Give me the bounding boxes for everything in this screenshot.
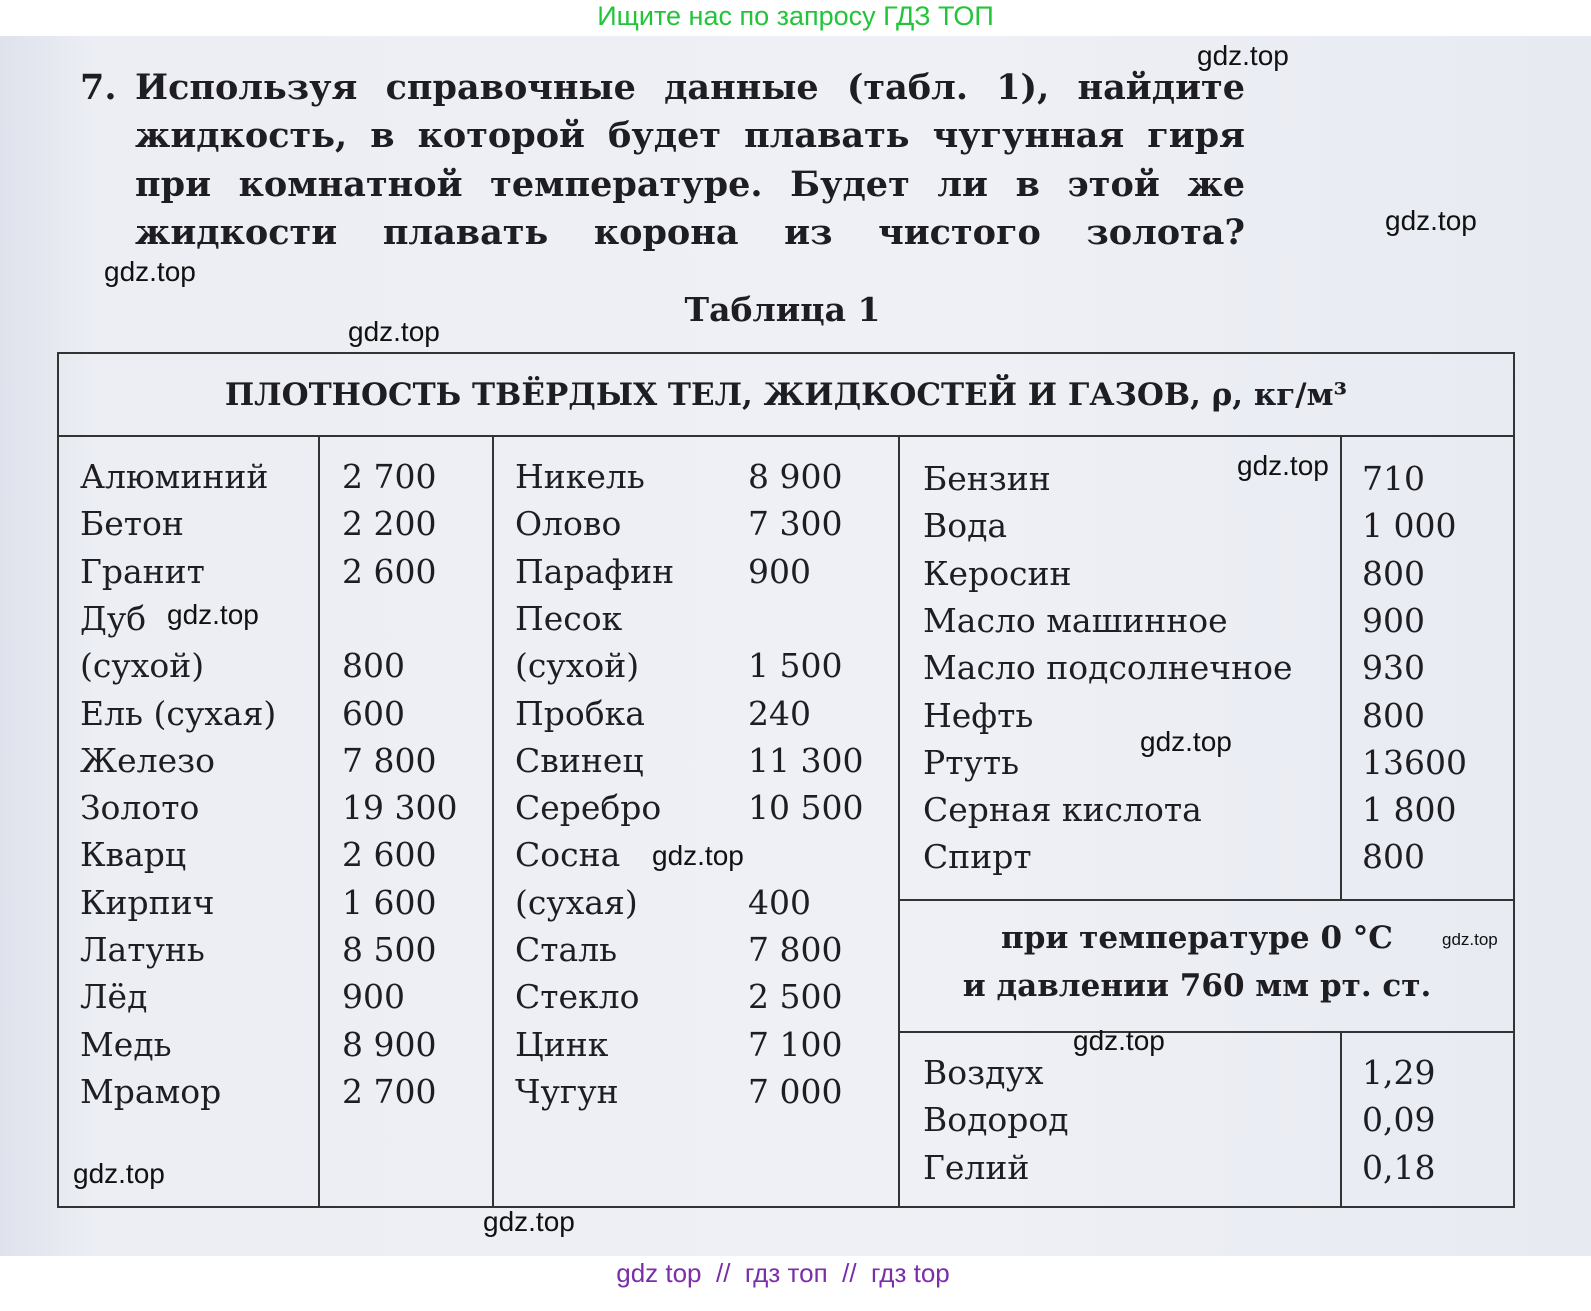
gas-density: 0,09 — [1362, 1100, 1436, 1140]
solid-density: 2 600 — [342, 835, 437, 875]
column-divider — [1340, 437, 1342, 900]
solid-name: Стекло — [515, 977, 640, 1017]
solid-name: Золото — [80, 788, 200, 828]
liquid-density: 930 — [1362, 648, 1425, 688]
solid-name: Ель (сухая) — [80, 693, 277, 733]
liquid-density: 800 — [1362, 553, 1425, 593]
table-header: ПЛОТНОСТЬ ТВЁРДЫХ ТЕЛ, ЖИДКОСТЕЙ И ГАЗОВ, ρ, кг/м³ — [59, 354, 1513, 437]
solid-density: 19 300 — [342, 788, 458, 828]
solid-density: 600 — [342, 693, 405, 733]
solid-density: 7 800 — [748, 930, 843, 969]
solid-name: Серебро — [515, 788, 662, 828]
solid-name: (сухая) — [515, 882, 638, 922]
question-line: Используя справочные данные (табл. 1), найдите — [135, 67, 1245, 108]
row-divider — [898, 899, 1515, 901]
liquid-name: Серная кислота — [923, 790, 1202, 830]
watermark: gdz.top — [483, 1206, 575, 1237]
solid-name: Лёд — [80, 977, 148, 1017]
liquid-name: Ртуть — [923, 742, 1020, 782]
column-divider — [1340, 1032, 1342, 1208]
column-divider — [492, 437, 494, 1208]
solid-density: 7 000 — [748, 1071, 843, 1111]
liquid-density: 800 — [1362, 837, 1425, 877]
solid-density: 2 700 — [342, 1071, 437, 1111]
solid-name: Дуб — [80, 598, 147, 638]
solid-density: 7 100 — [748, 1024, 843, 1064]
question-line: при комнатной температуре. Будет ли в этой же — [135, 164, 1245, 205]
solid-density: 400 — [748, 882, 811, 922]
column-divider — [898, 437, 900, 1208]
watermark: gdz.top — [1197, 40, 1289, 71]
solid-density: 8 900 — [748, 457, 843, 496]
question-line: жидкости плавать корона из чистого золота? — [135, 212, 1245, 253]
solid-name: Мрамор — [80, 1071, 222, 1111]
solid-density: 2 600 — [342, 551, 437, 591]
watermark: gdz.top — [104, 256, 196, 287]
conditions-line: при температуре 0 °С — [1001, 920, 1393, 956]
solid-density: 900 — [748, 551, 811, 591]
question-number: 7. — [80, 67, 117, 108]
gas-density: 0,18 — [1362, 1147, 1436, 1187]
solid-name: Железо — [80, 740, 215, 780]
solid-density: 7 300 — [748, 504, 843, 544]
solid-density: 8 900 — [342, 1024, 437, 1064]
watermark: gdz.top — [1237, 450, 1329, 481]
watermark: gdz.top — [1385, 205, 1477, 236]
watermark: gdz.top — [73, 1158, 165, 1189]
solid-name: Латунь — [80, 930, 205, 969]
solid-name: Песок — [515, 598, 623, 638]
solid-name: Алюминий — [80, 457, 269, 496]
solid-density: 1 600 — [342, 882, 437, 922]
watermark: gdz.top — [1073, 1025, 1165, 1056]
liquid-density: 13600 — [1362, 742, 1467, 782]
table-title: Таблица 1 — [684, 290, 881, 329]
gas-name: Воздух — [923, 1053, 1044, 1092]
solid-name: (сухой) — [80, 646, 205, 686]
solid-density: 2 700 — [342, 457, 437, 496]
solid-density: 2 200 — [342, 504, 437, 544]
search-banner: Ищите нас по запросу ГДЗ ТОП — [597, 1, 994, 31]
liquid-name: Вода — [923, 506, 1008, 546]
conditions-line: и давлении 760 мм рт. ст. — [962, 968, 1432, 1004]
solid-density: 1 500 — [748, 646, 843, 686]
gas-density: 1,29 — [1362, 1053, 1436, 1092]
solid-name: Свинец — [515, 740, 644, 780]
gas-name: Гелий — [923, 1147, 1030, 1187]
solid-name: Олово — [515, 504, 622, 544]
liquid-name: Керосин — [923, 553, 1072, 593]
solid-name: Пробка — [515, 693, 645, 733]
solid-name: Цинк — [515, 1024, 609, 1064]
watermark: gdz.top — [652, 840, 744, 871]
solid-name: Сталь — [515, 930, 618, 969]
solid-density: 240 — [748, 693, 811, 733]
watermark: gdz.top — [1442, 930, 1498, 949]
solid-name: Чугун — [515, 1071, 619, 1111]
liquid-name: Спирт — [923, 837, 1032, 877]
watermark: gdz.top — [1140, 726, 1232, 757]
solid-density: 8 500 — [342, 930, 437, 969]
solid-density: 800 — [342, 646, 405, 686]
liquid-density: 900 — [1362, 600, 1425, 640]
liquid-density: 800 — [1362, 695, 1425, 735]
solid-name: Сосна — [515, 835, 621, 875]
row-divider — [898, 1031, 1515, 1033]
liquid-name: Масло подсолнечное — [923, 648, 1293, 688]
solid-name: Парафин — [515, 551, 675, 591]
question-line: жидкость, в которой будет плавать чугунная гиря — [135, 115, 1245, 156]
solid-density: 11 300 — [748, 740, 864, 780]
solid-density: 900 — [342, 977, 405, 1017]
watermark: gdz.top — [348, 316, 440, 347]
liquid-density: 710 — [1362, 459, 1425, 498]
solid-density: 10 500 — [748, 788, 864, 828]
solid-name: Никель — [515, 457, 645, 496]
column-divider — [318, 437, 320, 1208]
watermark: gdz.top — [167, 599, 259, 630]
liquid-density: 1 800 — [1362, 790, 1457, 830]
liquid-name: Бензин — [923, 459, 1051, 498]
liquid-name: Нефть — [923, 695, 1034, 735]
solid-density: 7 800 — [342, 740, 437, 780]
solid-name: Кирпич — [80, 882, 215, 922]
solid-name: (сухой) — [515, 646, 640, 686]
solid-name: Гранит — [80, 551, 205, 591]
gas-name: Водород — [923, 1100, 1069, 1140]
solid-density: 2 500 — [748, 977, 843, 1017]
solid-name: Медь — [80, 1024, 172, 1064]
solid-name: Кварц — [80, 835, 187, 875]
footer-watermark: gdz top // гдз топ // гдз top — [616, 1258, 950, 1288]
liquid-name: Масло машинное — [923, 600, 1228, 640]
solid-name: Бетон — [80, 504, 184, 544]
liquid-density: 1 000 — [1362, 506, 1457, 546]
